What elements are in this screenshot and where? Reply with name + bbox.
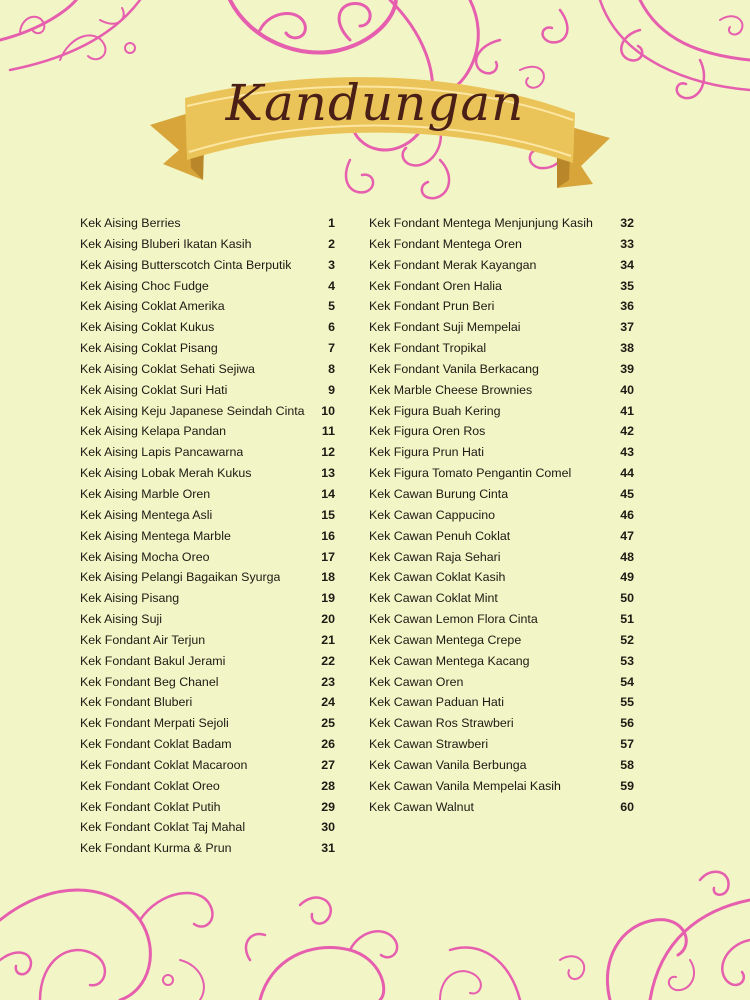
- toc-entry-page-number: 35: [620, 278, 634, 293]
- toc-entry-page-number: 25: [321, 716, 335, 731]
- toc-entry-page-number: 37: [620, 320, 634, 335]
- toc-entry[interactable]: [369, 550, 634, 571]
- toc-entry[interactable]: [369, 570, 634, 591]
- toc-entry-title: Kek Aising Bluberi Ikatan Kasih: [80, 236, 252, 251]
- toc-entry-title: Kek Cawan Walnut: [369, 799, 474, 814]
- toc-entry[interactable]: [80, 466, 335, 487]
- toc-entry-page-number: 51: [620, 612, 634, 627]
- toc-entry-page-number: 29: [321, 799, 335, 814]
- toc-entry-page-number: 54: [620, 674, 634, 689]
- toc-entry-title: Kek Cawan Burung Cinta: [369, 486, 509, 501]
- toc-entry-page-number: 8: [328, 361, 335, 376]
- toc-entry-page-number: 56: [620, 716, 634, 731]
- toc-entry-page-number: 48: [620, 549, 634, 564]
- toc-entry-page-number: 3: [328, 257, 335, 272]
- toc-entry-page-number: 2: [328, 236, 335, 251]
- toc-entry[interactable]: [369, 737, 634, 758]
- toc-column-right: [369, 216, 634, 820]
- toc-entry-title: Kek Aising Marble Oren: [80, 486, 211, 501]
- toc-entry-title: Kek Aising Coklat Pisang: [80, 341, 218, 356]
- toc-entry-title: Kek Aising Suji: [80, 612, 162, 627]
- toc-entry[interactable]: [80, 800, 335, 821]
- toc-entry-page-number: 46: [620, 507, 634, 522]
- toc-entry-title: Kek Fondant Bakul Jerami: [80, 653, 226, 668]
- page-title: Kandungan: [225, 74, 525, 132]
- toc-entry-title: Kek Fondant Mentega Oren: [369, 236, 522, 251]
- toc-entry[interactable]: [369, 758, 634, 779]
- toc-entry-page-number: 39: [620, 361, 634, 376]
- toc-entry[interactable]: [80, 758, 335, 779]
- toc-entry-title: Kek Aising Berries: [80, 216, 181, 230]
- toc-entry[interactable]: [369, 800, 634, 821]
- toc-entry-title: Kek Cawan Strawberi: [369, 737, 489, 752]
- toc-entry-title: Kek Fondant Suji Mempelai: [369, 320, 521, 335]
- toc-entry-page-number: 33: [620, 236, 634, 251]
- toc-entry-title: Kek Fondant Coklat Macaroon: [80, 757, 248, 772]
- toc-entry-page-number: 58: [620, 757, 634, 772]
- toc-entry-title: Kek Cawan Coklat Mint: [369, 591, 498, 606]
- toc-entry-title: Kek Aising Choc Fudge: [80, 278, 209, 293]
- toc-entry-page-number: 40: [620, 382, 634, 397]
- toc-entry-page-number: 16: [321, 528, 335, 543]
- toc-entry-page-number: 53: [620, 653, 634, 668]
- toc-entry-title: Kek Aising Coklat Sehati Sejiwa: [80, 361, 255, 376]
- toc-entry-title: Kek Aising Lobak Merah Kukus: [80, 466, 252, 481]
- toc-entry-page-number: 23: [321, 674, 335, 689]
- toc-entry-page-number: 18: [321, 570, 335, 585]
- toc-entry[interactable]: [369, 299, 634, 320]
- toc-entry[interactable]: [80, 612, 335, 633]
- toc-entry-title: Kek Fondant Air Terjun: [80, 632, 206, 647]
- toc-entry[interactable]: [80, 487, 335, 508]
- toc-entry[interactable]: [80, 279, 335, 300]
- toc-entry[interactable]: [369, 362, 634, 383]
- toc-entry-page-number: 12: [321, 445, 335, 460]
- toc-entry[interactable]: [80, 508, 335, 529]
- toc-entry[interactable]: [369, 716, 634, 737]
- toc-entry-page-number: 44: [620, 466, 634, 481]
- toc-entry-page-number: 42: [620, 424, 634, 439]
- toc-entry[interactable]: [369, 529, 634, 550]
- toc-entry[interactable]: [80, 737, 335, 758]
- toc-entry-page-number: 14: [321, 486, 335, 501]
- toc-entry-title: Kek Cawan Vanila Mempelai Kasih: [369, 778, 561, 793]
- toc-entry[interactable]: [369, 320, 634, 341]
- toc-entry-title: Kek Figura Oren Ros: [369, 424, 486, 439]
- toc-entry-page-number: 27: [321, 757, 335, 772]
- toc-entry-page-number: 55: [620, 695, 634, 710]
- toc-entry-title: Kek Aising Pisang: [80, 591, 180, 606]
- toc-entry-title: Kek Fondant Tropikal: [369, 341, 487, 356]
- toc-entry[interactable]: [369, 404, 634, 425]
- toc-entry-title: Kek Aising Lapis Pancawarna: [80, 445, 244, 460]
- toc-entry[interactable]: [369, 258, 634, 279]
- toc-entry[interactable]: [80, 341, 335, 362]
- toc-entry-title: Kek Aising Pelangi Bagaikan Syurga: [80, 570, 281, 585]
- toc-entry-title: Kek Fondant Merpati Sejoli: [80, 716, 229, 731]
- toc-entry[interactable]: [80, 320, 335, 341]
- toc-entry[interactable]: [80, 445, 335, 466]
- toc-entry[interactable]: [80, 404, 335, 425]
- toc-entry-page-number: 6: [328, 320, 335, 335]
- toc-entry-page-number: 38: [620, 341, 634, 356]
- toc-entry[interactable]: [369, 612, 634, 633]
- toc-entry[interactable]: [80, 695, 335, 716]
- toc-entry-title: Kek Figura Prun Hati: [369, 445, 485, 460]
- toc-entry-page-number: 22: [321, 653, 335, 668]
- toc-entry-page-number: 32: [620, 216, 634, 230]
- toc-entry-page-number: 4: [328, 278, 335, 293]
- toc-entry-title: Kek Fondant Bluberi: [80, 695, 193, 710]
- toc-entry[interactable]: [80, 820, 335, 841]
- toc-entry[interactable]: [369, 654, 634, 675]
- toc-entry-title: Kek Fondant Coklat Taj Mahal: [80, 820, 246, 835]
- toc-entry-title: Kek Cawan Cappucino: [369, 507, 496, 522]
- toc-entry-title: Kek Aising Mentega Marble: [80, 528, 231, 543]
- toc-entry-page-number: 28: [321, 778, 335, 793]
- toc-entry[interactable]: [369, 633, 634, 654]
- toc-entry[interactable]: [369, 675, 634, 696]
- toc-entry-title: Kek Cawan Paduan Hati: [369, 695, 505, 710]
- toc-entry[interactable]: [80, 654, 335, 675]
- toc-entry-title: Kek Aising Kelapa Pandan: [80, 424, 227, 439]
- toc-entry-page-number: 41: [620, 403, 634, 418]
- toc-entry-title: Kek Figura Buah Kering: [369, 403, 501, 418]
- toc-entry[interactable]: [369, 445, 634, 466]
- toc-entry-title: Kek Aising Keju Japanese Seindah Cinta: [80, 403, 305, 418]
- toc-entry-page-number: 19: [321, 591, 335, 606]
- toc-entry-page-number: 43: [620, 445, 634, 460]
- toc-entry-title: Kek Aising Butterscotch Cinta Berputik: [80, 257, 292, 272]
- toc-entry[interactable]: [369, 695, 634, 716]
- toc-entry[interactable]: [369, 237, 634, 258]
- toc-entry-page-number: 50: [620, 591, 634, 606]
- toc-entry-title: Kek Cawan Mentega Kacang: [369, 653, 530, 668]
- toc-entry[interactable]: [80, 424, 335, 445]
- toc-entry-title: Kek Cawan Ros Strawberi: [369, 716, 514, 731]
- toc-entry[interactable]: [80, 716, 335, 737]
- toc-entry[interactable]: [369, 279, 634, 300]
- toc-entry[interactable]: [80, 362, 335, 383]
- toc-entry[interactable]: [369, 216, 634, 237]
- toc-entry-title: Kek Cawan Penuh Coklat: [369, 528, 511, 543]
- toc-entry-page-number: 10: [321, 403, 335, 418]
- toc-entry-page-number: 9: [328, 382, 335, 397]
- toc-entry[interactable]: [80, 216, 335, 237]
- toc-entry-title: Kek Fondant Kurma & Prun: [80, 841, 232, 856]
- toc-entry-page-number: 21: [321, 632, 335, 647]
- toc-entry-page-number: 7: [328, 341, 335, 356]
- toc-entry-title: Kek Cawan Vanila Berbunga: [369, 757, 527, 772]
- toc-entry-page-number: 31: [321, 841, 335, 856]
- toc-entry-title: Kek Aising Coklat Amerika: [80, 299, 225, 314]
- toc-entry[interactable]: [80, 383, 335, 404]
- toc-entry-title: Kek Fondant Prun Beri: [369, 299, 495, 314]
- toc-entry-title: Kek Cawan Raja Sehari: [369, 549, 501, 564]
- toc-entry[interactable]: [80, 550, 335, 571]
- toc-column-left: [80, 216, 335, 862]
- toc-entry[interactable]: [369, 487, 634, 508]
- toc-entry-page-number: 60: [620, 799, 634, 814]
- toc-entry-page-number: 45: [620, 486, 634, 501]
- toc-entry-page-number: 1: [328, 216, 335, 230]
- toc-entry[interactable]: [369, 466, 634, 487]
- toc-entry-page-number: 34: [620, 257, 634, 272]
- toc-entry-page-number: 49: [620, 570, 634, 585]
- toc-entry-page-number: 17: [321, 549, 335, 564]
- toc-entry[interactable]: [369, 779, 634, 800]
- toc-entry[interactable]: [80, 258, 335, 279]
- toc-entry-page-number: 52: [620, 632, 634, 647]
- toc-entry[interactable]: [369, 383, 634, 404]
- toc-entry[interactable]: [80, 299, 335, 320]
- toc-entry[interactable]: [80, 841, 335, 862]
- toc-entry-title: Kek Cawan Lemon Flora Cinta: [369, 612, 538, 627]
- toc-entry-title: Kek Aising Coklat Kukus: [80, 320, 215, 335]
- toc-entry-title: Kek Fondant Merak Kayangan: [369, 257, 537, 272]
- toc-entry-page-number: 57: [620, 737, 634, 752]
- toc-entry[interactable]: [80, 570, 335, 591]
- toc-entry-title: Kek Fondant Coklat Oreo: [80, 778, 220, 793]
- toc-entry-title: Kek Fondant Mentega Menjunjung Kasih: [369, 216, 593, 230]
- toc-entry-title: Kek Marble Cheese Brownies: [369, 382, 533, 397]
- toc-entry-page-number: 13: [321, 466, 335, 481]
- toc-entry[interactable]: [80, 779, 335, 800]
- toc-entry-title: Kek Aising Mentega Asli: [80, 507, 213, 522]
- toc-entry-page-number: 36: [620, 299, 634, 314]
- toc-entry-page-number: 24: [321, 695, 335, 710]
- toc-entry-title: Kek Aising Coklat Suri Hati: [80, 382, 228, 397]
- toc-entry-title: Kek Fondant Vanila Berkacang: [369, 361, 539, 376]
- toc-entry[interactable]: [369, 424, 634, 445]
- toc-entry-title: Kek Fondant Beg Chanel: [80, 674, 219, 689]
- toc-entry-title: Kek Cawan Mentega Crepe: [369, 632, 522, 647]
- toc-entry-title: Kek Figura Tomato Pengantin Comel: [369, 466, 572, 481]
- toc-entry-page-number: 30: [321, 820, 335, 835]
- toc-entry-page-number: 47: [620, 528, 634, 543]
- toc-entry-page-number: 20: [321, 612, 335, 627]
- toc-entry-title: Kek Fondant Coklat Putih: [80, 799, 221, 814]
- toc-entry-page-number: 5: [328, 299, 335, 314]
- toc-entry-title: Kek Fondant Oren Halia: [369, 278, 502, 293]
- toc-entry-page-number: 15: [321, 507, 335, 522]
- toc-entry-title: Kek Aising Mocha Oreo: [80, 549, 210, 564]
- toc-entry[interactable]: [80, 633, 335, 654]
- toc-entry[interactable]: [369, 341, 634, 362]
- toc-entry[interactable]: [80, 675, 335, 696]
- toc-entry-title: Kek Cawan Coklat Kasih: [369, 570, 506, 585]
- toc-entry-title: Kek Cawan Oren: [369, 674, 464, 689]
- toc-entry-title: Kek Fondant Coklat Badam: [80, 737, 232, 752]
- toc-entry[interactable]: [369, 508, 634, 529]
- toc-entry-page-number: 26: [321, 737, 335, 752]
- toc-entry[interactable]: [80, 529, 335, 550]
- toc-entry-page-number: 11: [321, 424, 335, 439]
- toc-entry[interactable]: [80, 591, 335, 612]
- toc-entry-page-number: 59: [620, 778, 634, 793]
- toc-entry[interactable]: [80, 237, 335, 258]
- toc-entry[interactable]: [369, 591, 634, 612]
